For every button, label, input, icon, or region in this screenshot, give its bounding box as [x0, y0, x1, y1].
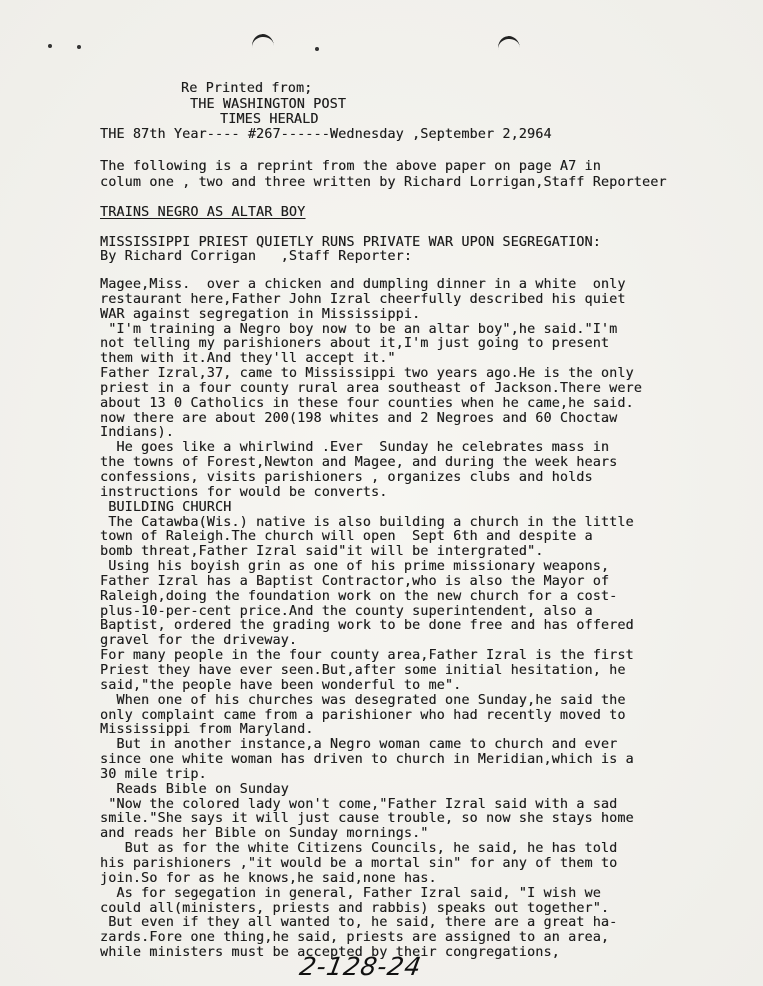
body-line: join.So for as he knows,he said,none has. — [100, 870, 437, 886]
body-line: priest in a four county rural area southeast of Jackson.There were — [100, 380, 642, 396]
body-line: Reads Bible on Sunday — [100, 781, 289, 797]
body-line: not telling my parishioners about it,I'm just going to present — [100, 336, 610, 352]
body-line: since one white woman has driven to church in Meridian,which is a — [100, 752, 634, 767]
body-line: But in another instance,a Negro woman came to church and ever — [100, 737, 618, 753]
body-line: As for segegation in general, Father Izral said, "I wish we — [100, 885, 601, 901]
punch-mark-right — [497, 35, 521, 62]
body-line: confessions, visits parishioners , organizes clubs and holds — [100, 470, 593, 485]
article-title: TRAINS NEGRO AS ALTAR BOY — [100, 205, 306, 220]
body-line: and reads her Bible on Sunday mornings." — [100, 826, 429, 842]
body-line: restaurant here,Father John Izral cheerfully described his quiet — [100, 291, 626, 307]
body-line: "I'm training a Negro boy now to be an altar boy",he said."I'm — [100, 321, 618, 337]
body-line: while ministers must be accepted by their congregations, — [100, 945, 560, 960]
intro-line-2: colum one , two and three written by Richard Lorrigan,Staff Reporteer — [100, 175, 667, 190]
intro-line-1: The following is a reprint from the above paper on page A7 in — [100, 159, 601, 174]
body-line: Father Izral has a Baptist Contractor,who is also the Mayor of — [100, 573, 610, 589]
body-line: WAR against segregation in Mississippi. — [100, 306, 421, 322]
speck — [48, 44, 52, 48]
body-line: Indians). — [100, 425, 174, 441]
body-line: The Catawba(Wis.) native is also building a church in the little — [100, 514, 634, 530]
body-line: Baptist, ordered the grading work to be done free and has offered — [100, 618, 634, 634]
body-line: bomb threat,Father Izral said"it will be intergrated". — [100, 544, 544, 560]
reprint-label: Re Printed from; — [181, 81, 313, 96]
body-line: gravel for the driveway. — [100, 633, 298, 649]
article-subtitle: MISSISSIPPI PRIEST QUIETLY RUNS PRIVATE WAR UPON SEGREGATION: — [100, 235, 601, 250]
body-line: now there are about 200(198 whites and 2 Negroes and 60 Choctaw — [100, 410, 618, 426]
body-line: could all(ministers, priests and rabbis) speaks out together". — [100, 900, 610, 916]
body-line: town of Raleigh.The church will open Sept 6th and despite a — [100, 529, 593, 545]
punch-mark-left — [251, 33, 275, 60]
newspaper-name-2: TIMES HERALD — [220, 112, 319, 127]
byline: By Richard Corrigan ,Staff Reporter: — [100, 249, 413, 264]
body-line: said,"the people have been wonderful to me". — [100, 677, 462, 693]
speck — [77, 45, 81, 49]
body-line: For many people in the four county area,Father Izral is the first — [100, 648, 634, 664]
body-line: zards.Fore one thing,he said, priests are assigned to an area, — [100, 930, 610, 946]
body-line: only complaint came from a parishioner who had recently moved to — [100, 707, 626, 723]
body-line: BUILDING CHURCH — [100, 499, 232, 515]
body-line: Mississippi from Maryland. — [100, 722, 314, 738]
handwritten-file-number: 2-128-24 — [297, 952, 425, 981]
body-line: Magee,Miss. over a chicken and dumpling dinner in a white only — [100, 277, 626, 292]
body-line: But as for the white Citizens Councils, he said, he has told — [100, 841, 618, 857]
body-line: Priest they have ever seen.But,after some initial hesitation, he — [100, 663, 626, 678]
body-line: 30 mile trip. — [100, 766, 207, 782]
body-line: Using his boyish grin as one of his prime missionary weapons, — [100, 559, 610, 574]
body-line: his parishioners ,"it would be a mortal sin" for any of them to — [100, 855, 618, 871]
body-line: the towns of Forest,Newton and Magee, and during the week hears — [100, 455, 618, 471]
body-line: smile."She says it will just cause trouble, so now she stays home — [100, 811, 634, 827]
body-line: When one of his churches was desegrated one Sunday,he said the — [100, 692, 626, 708]
body-line: instructions for would be converts. — [100, 484, 388, 500]
body-line: plus-10-per-cent price.And the county superintendent, also a — [100, 603, 593, 619]
body-line: But even if they all wanted to, he said, there are a great ha- — [100, 915, 618, 931]
body-line: "Now the colored lady won't come,"Father Izral said with a sad — [100, 796, 618, 812]
dateline: THE 87th Year---- #267------Wednesday ,September 2,2964 — [100, 127, 552, 142]
body-line: them with it.And they'll accept it." — [100, 351, 396, 367]
speck — [315, 47, 319, 51]
body-line: He goes like a whirlwind .Ever Sunday he celebrates mass in — [100, 440, 610, 456]
newspaper-name: THE WASHINGTON POST — [190, 97, 347, 112]
body-line: Father Izral,37, came to Mississippi two years ago.He is the only — [100, 366, 634, 382]
body-line: Raleigh,doing the foundation work on the new church for a cost- — [100, 588, 618, 604]
body-line: about 13 0 Catholics in these four counties when he came,he said. — [100, 395, 634, 411]
